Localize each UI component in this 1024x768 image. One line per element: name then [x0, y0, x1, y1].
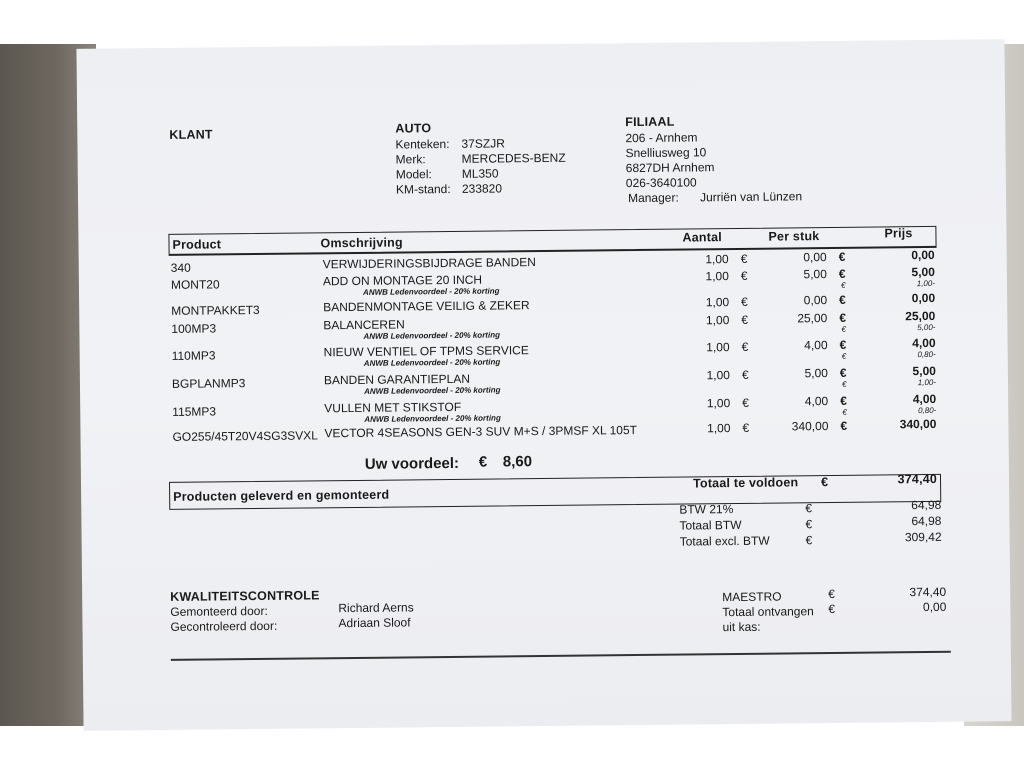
btw-currency: € [805, 501, 813, 516]
row-prijs-currency: € [840, 418, 848, 433]
row-prijs: 5,00 [912, 363, 936, 379]
voordeel-currency: € [478, 453, 488, 471]
row-note: ANWB Ledenvoordeel - 20% korting [364, 385, 501, 396]
row-aantal: 1,00 [705, 252, 729, 267]
row-currency: € [742, 420, 750, 435]
row-prijs: 25,00 [905, 308, 936, 324]
klant-heading: KLANT [169, 127, 213, 142]
row-korting: 5,00- [917, 322, 936, 333]
filiaal-line: 6827DH Arnhem [625, 160, 715, 176]
auto-merk-label: Merk: [395, 152, 426, 167]
row-per-stuk: 5,00 [804, 366, 828, 381]
row-prijs: 0,00 [911, 290, 936, 306]
payment-ontvangen-currency: € [828, 601, 836, 617]
btw-value: 64,98 [911, 497, 942, 513]
row-omschrijving: ADD ON MONTAGE 20 INCH [322, 272, 483, 289]
filiaal-line: Snelliusweg 10 [625, 145, 707, 161]
row-note: ANWB Ledenvoordeel - 20% korting [363, 330, 500, 341]
payment-maestro-value: 374,40 [909, 584, 947, 600]
row-korting: 1,00- [916, 278, 936, 289]
payment-maestro-currency: € [828, 586, 835, 602]
row-per-stuk: 25,00 [797, 311, 828, 326]
row-currency: € [741, 294, 748, 309]
filiaal-line: 206 - Arnhem [625, 130, 698, 146]
payment-maestro-label: MAESTRO [722, 589, 782, 605]
totals-left-label: Producten geleverd en gemonteerd [173, 487, 390, 504]
row-omschrijving: NIEUW VENTIEL OF TPMS SERVICE [323, 343, 529, 360]
row-aantal: 1,00 [707, 421, 731, 436]
row-omschrijving: BANDEN GARANTIEPLAN [323, 371, 471, 388]
auto-kmstand-value: 233820 [461, 181, 503, 196]
row-prijs: 4,00 [912, 391, 937, 407]
row-per-stuk: 4,00 [804, 394, 829, 409]
row-product: MONT20 [170, 277, 220, 292]
row-prijs-currency: € [838, 249, 846, 264]
row-aantal: 1,00 [705, 295, 730, 310]
row-prijs-currency: € [839, 292, 846, 307]
row-prijs: 4,00 [912, 335, 936, 351]
header-aantal: Aantal [682, 230, 722, 245]
filiaal-line: 026-3640100 [625, 175, 697, 191]
filiaal-heading: FILIAAL [625, 114, 675, 130]
row-per-stuk: 4,00 [804, 338, 828, 353]
row-currency: € [741, 339, 749, 354]
row-product: MONTPAKKET3 [171, 302, 260, 318]
payment-uitkas-label: uit kas: [722, 619, 761, 635]
gemonteerd-value: Richard Aerns [338, 600, 414, 616]
row-aantal: 1,00 [705, 269, 729, 284]
payment-ontvangen-label: Totaal ontvangen [722, 604, 814, 620]
row-currency: € [741, 367, 749, 382]
auto-kenteken-value: 37SZJR [461, 136, 505, 151]
btw-total-label: Totaal BTW [679, 517, 742, 533]
totals-right-label: Totaal te voldoen [692, 475, 799, 491]
btw-total-currency: € [805, 517, 813, 532]
voordeel-label: Uw voordeel: [364, 454, 460, 473]
row-per-stuk: 0,00 [803, 250, 827, 265]
header-product: Product [172, 237, 222, 252]
row-per-stuk: 0,00 [803, 293, 828, 308]
row-prijs-currency: € [839, 365, 847, 380]
row-prijs-currency: € [839, 337, 847, 352]
row-aantal: 1,00 [706, 340, 730, 355]
row-aantal: 1,00 [706, 396, 731, 411]
auto-model-value: ML350 [461, 166, 499, 181]
row-omschrijving: BANDENMONTAGE VEILIG & ZEKER [323, 298, 530, 315]
excl-btw-label: Totaal excl. BTW [679, 533, 770, 549]
row-aantal: 1,00 [706, 368, 730, 383]
manager-label: Manager: [627, 190, 679, 206]
auto-model-label: Model: [395, 167, 432, 182]
row-product: 340 [170, 260, 191, 275]
row-note: ANWB Ledenvoordeel - 20% korting [363, 357, 501, 368]
row-prijs: 340,00 [899, 416, 937, 432]
header-per-stuk: Per stuk [768, 229, 820, 244]
row-per-stuk: 5,00 [803, 267, 827, 282]
header-omschrijving: Omschrijving [320, 235, 403, 251]
row-korting: 1,00- [917, 377, 937, 388]
row-currency: € [742, 395, 749, 410]
row-prijs-currency: € [840, 393, 847, 408]
row-omschrijving: VECTOR 4SEASONS GEN-3 SUV M+S / 3PMSF XL 105T [324, 423, 637, 441]
gecontroleerd-value: Adriaan Sloof [338, 615, 411, 631]
btw-label: BTW 21% [679, 502, 734, 517]
row-note: ANWB Ledenvoordeel - 20% korting [364, 413, 501, 424]
row-product: GO255/45T20V4SG3SVXL [172, 428, 319, 444]
row-currency: € [740, 268, 748, 283]
row-korting-currency: € [841, 351, 847, 361]
header-prijs: Prijs [884, 226, 913, 241]
row-per-stuk: 340,00 [791, 419, 829, 434]
bottom-divider [171, 651, 951, 661]
row-prijs: 0,00 [911, 247, 935, 263]
row-prijs-currency: € [839, 310, 847, 325]
row-korting-currency: € [840, 280, 846, 290]
gecontroleerd-label: Gecontroleerd door: [170, 618, 278, 634]
row-currency: € [741, 312, 749, 327]
row-product: 115MP3 [172, 404, 217, 419]
excl-btw-value: 309,42 [904, 529, 942, 545]
row-note: ANWB Ledenvoordeel - 20% korting [362, 286, 500, 297]
row-product: BGPLANMP3 [171, 376, 246, 391]
row-prijs: 5,00 [911, 264, 935, 280]
voordeel-value: 8,60 [502, 453, 533, 471]
row-product: 110MP3 [171, 348, 216, 363]
row-korting-currency: € [842, 407, 847, 417]
manager-name: Jurriën van Lünzen [699, 189, 803, 205]
row-omschrijving: VULLEN MET STIKSTOF [324, 399, 462, 416]
auto-kmstand-label: KM-stand: [395, 181, 451, 197]
background-bottom [0, 726, 1024, 768]
btw-total-value: 64,98 [911, 513, 942, 529]
auto-heading: AUTO [395, 121, 432, 136]
row-product: 100MP3 [171, 321, 217, 336]
totals-value: 374,40 [897, 471, 938, 487]
row-omschrijving: BALANCEREN [323, 317, 405, 333]
totals-currency: € [820, 475, 829, 490]
kwaliteit-heading: KWALITEITSCONTROLE [170, 588, 320, 604]
row-aantal: 1,00 [705, 313, 730, 328]
row-korting: 0,80- [918, 405, 937, 416]
invoice-paper [76, 39, 1011, 731]
auto-kenteken-label: Kenteken: [395, 136, 450, 152]
payment-ontvangen-value: 0,00 [922, 599, 947, 615]
row-korting: 0,80- [917, 349, 936, 360]
gemonteerd-label: Gemonteerd door: [170, 603, 268, 619]
row-currency: € [740, 251, 748, 266]
row-korting-currency: € [841, 324, 846, 334]
auto-merk-value: MERCEDES-BENZ [461, 150, 566, 166]
row-korting-currency: € [841, 379, 847, 389]
background-top [0, 0, 1024, 44]
row-prijs-currency: € [838, 266, 846, 281]
excl-btw-currency: € [805, 533, 813, 548]
row-omschrijving: VERWIJDERINGSBIJDRAGE BANDEN [322, 255, 536, 272]
